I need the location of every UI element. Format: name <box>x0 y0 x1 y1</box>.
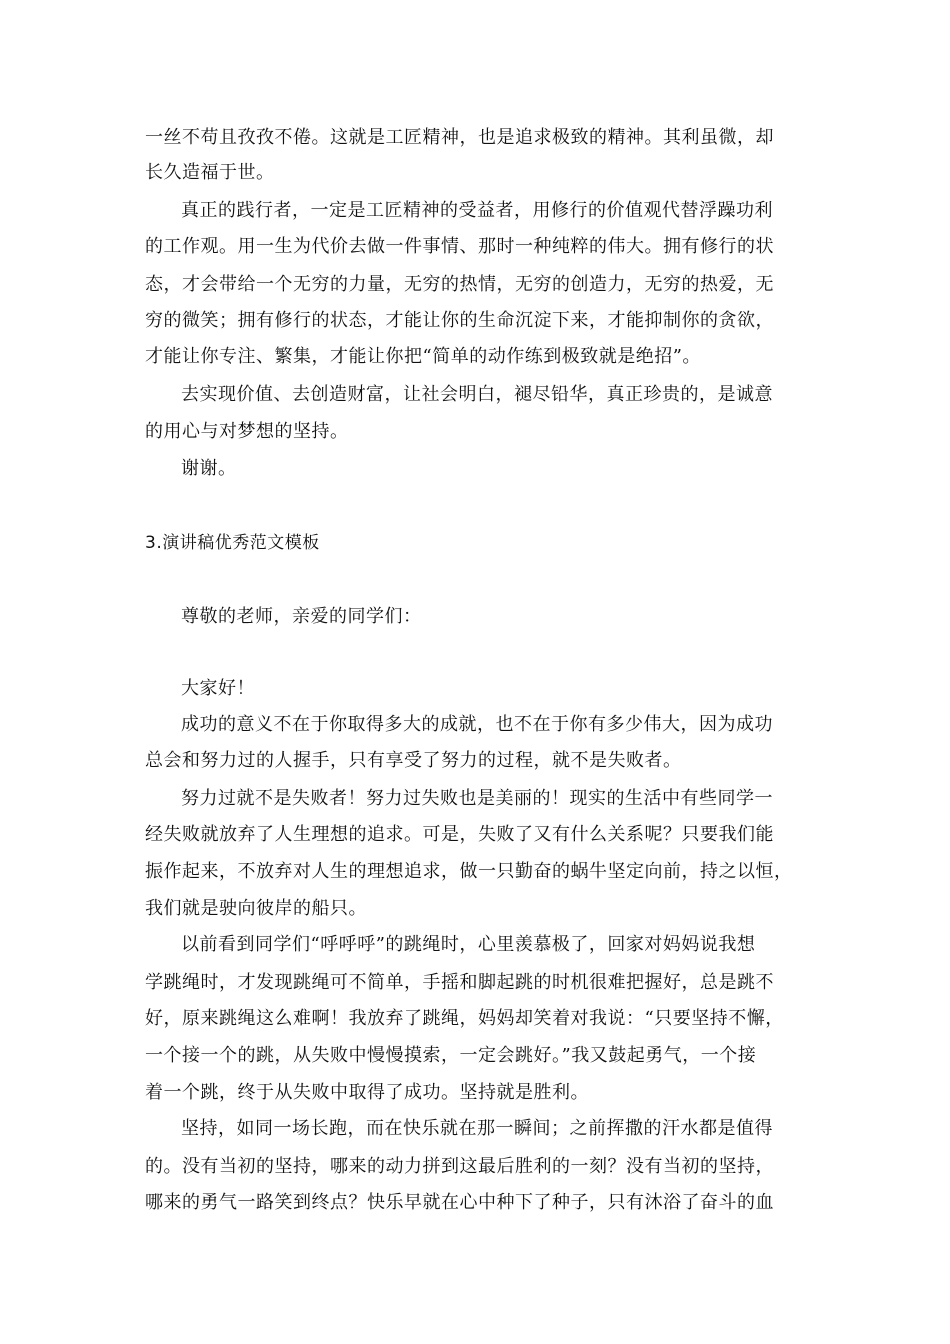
text-line: 振作起来，不放弃对人生的理想追求，做一只勤奋的蜗牛坚定向前，持之以恒， <box>145 861 793 882</box>
text-line: 好，原来跳绳这么难啊！我放弃了跳绳，妈妈却笑着对我说：“只要坚持不懈， <box>145 1008 784 1029</box>
text-line: 真正的践行者，一定是工匠精神的受益者，用修行的价值观代替浮躁功利 <box>181 200 773 221</box>
text-line: 去实现价值、去创造财富，让社会明白，褪尽铅华，真正珍贵的，是诚意 <box>181 384 773 405</box>
greeting: 大家好！ <box>181 678 255 699</box>
text-line: 努力过就不是失败者！努力过失败也是美丽的！现实的生活中有些同学一 <box>181 788 773 809</box>
text-line: 成功的意义不在于你取得多大的成就，也不在于你有多少伟大，因为成功 <box>181 714 773 735</box>
text-line: 的。没有当初的坚持，哪来的动力拼到这最后胜利的一刻？没有当初的坚持， <box>145 1156 774 1177</box>
text-line: 穷的微笑；拥有修行的状态，才能让你的生命沉淀下来，才能抑制你的贪欲， <box>145 310 774 331</box>
text-line: 以前看到同学们“呼呼呼”的跳绳时，心里羡慕极了，回家对妈妈说我想 <box>181 934 756 955</box>
text-line: 的工作观。用一生为代价去做一件事情、那时一种纯粹的伟大。拥有修行的状 <box>145 236 774 257</box>
salutation: 尊敬的老师，亲爱的同学们： <box>181 606 422 627</box>
text-line: 总会和努力过的人握手，只有享受了努力的过程，就不是失败者。 <box>145 750 682 771</box>
text-line: 才能让你专注、繁集，才能让你把“简单的动作练到极致就是绝招”。 <box>145 346 701 367</box>
section-heading: 3.演讲稿优秀范文模板 <box>145 533 320 553</box>
text-line: 坚持，如同一场长跑，而在快乐就在那一瞬间；之前挥撒的汗水都是值得 <box>181 1118 773 1139</box>
text-line: 学跳绳时，才发现跳绳可不简单，手摇和脚起跳的时机很难把握好，总是跳不 <box>145 972 774 993</box>
text-line: 长久造福于世。 <box>145 162 275 183</box>
text-line: 态，才会带给一个无穷的力量，无穷的热情，无穷的创造力，无穷的热爱，无 <box>145 274 774 295</box>
text-line: 一个接一个的跳，从失败中慢慢摸索，一定会跳好。”我又鼓起勇气，一个接 <box>145 1045 757 1066</box>
thanks-text: 谢谢。 <box>181 458 237 479</box>
text-line: 我们就是驶向彼岸的船只。 <box>145 898 367 919</box>
text-line: 哪来的勇气一路笑到终点？快乐早就在心中种下了种子，只有沐浴了奋斗的血 <box>145 1192 774 1213</box>
text-line: 一丝不苟且孜孜不倦。这就是工匠精神，也是追求极致的精神。其利虽微，却 <box>145 127 774 148</box>
text-line: 的用心与对梦想的坚持。 <box>145 421 349 442</box>
text-line: 着一个跳，终于从失败中取得了成功。坚持就是胜利。 <box>145 1082 589 1103</box>
text-line: 经失败就放弃了人生理想的追求。可是，失败了又有什么关系呢？只要我们能 <box>145 824 774 845</box>
